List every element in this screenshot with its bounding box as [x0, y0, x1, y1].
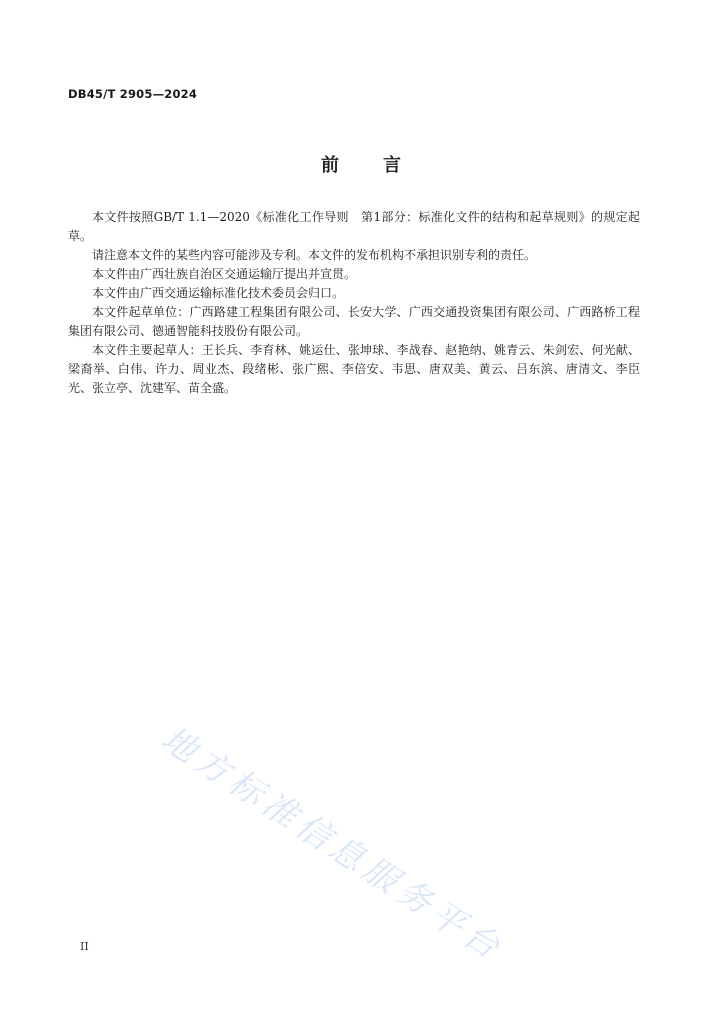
foreword-body — [68, 208, 640, 398]
paragraph-proposer: 本文件由广西壮族自治区交通运输厅提出并宣贯。 — [92, 267, 357, 281]
paragraph-drafting-units: 本文件起草单位：广西路建工程集团有限公司、长安大学、广西交通投资集团有限公司、广西路桥工程集团有限公司、德通智能科技股份有限公司。 — [68, 305, 640, 338]
paragraph-governing-committee: 本文件由广西交通运输标准化技术委员会归口。 — [92, 286, 345, 300]
paragraph-drafters: 本文件主要起草人：王长兵、李育林、姚运仕、张坤球、李战春、赵艳纳、姚青云、朱剑宏、何光献、梁裔举、白伟、许力、周业杰、段绪彬、张广熙、李倍安、韦思、唐双美、黄云、吕东滨、唐清文、李臣光、张立亭、沈建军、苗全盛。 — [68, 343, 640, 395]
watermark: 地方标准信息服务平台 — [153, 718, 512, 971]
page-number: II — [80, 940, 89, 953]
title-char-1: 前 — [321, 155, 341, 176]
document-code: DB45/T 2905—2024 — [68, 87, 198, 101]
page-title — [0, 151, 724, 177]
paragraph-drafting-rules: 本文件按照GB/T 1.1—2020《标准化工作导则 第1部分：标准化文件的结构和起草规则》的规定起草。 — [68, 210, 640, 243]
paragraph-patent-notice: 请注意本文件的某些内容可能涉及专利。本文件的发布机构不承担识别专利的责任。 — [92, 248, 537, 262]
title-char-2: 言 — [383, 155, 403, 176]
